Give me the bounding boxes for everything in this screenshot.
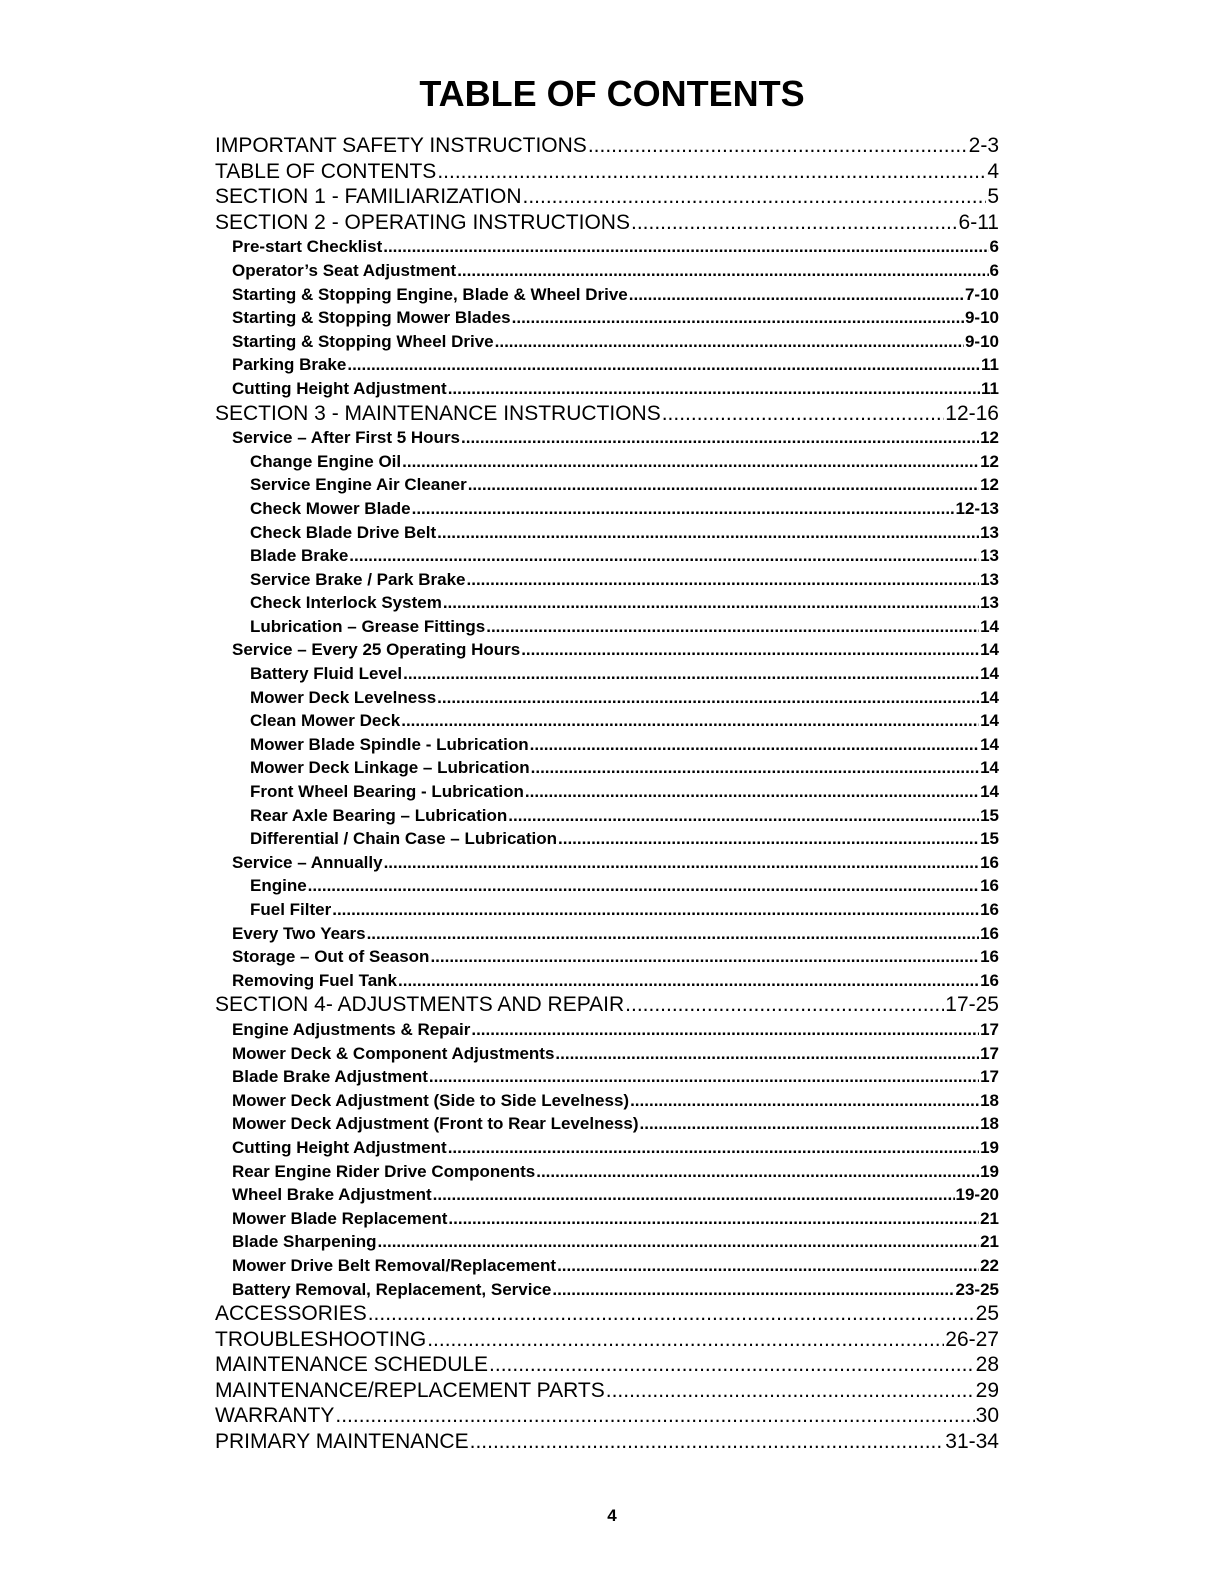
toc-entry-page: 14 bbox=[980, 687, 999, 707]
toc-entry-page: 2-3 bbox=[968, 134, 999, 157]
toc-entry-label: Service Brake / Park Brake bbox=[250, 569, 466, 589]
toc-entry-label: Mower Blade Spindle - Lubrication bbox=[250, 734, 529, 754]
table-of-contents bbox=[215, 133, 999, 1455]
toc-subentry bbox=[215, 591, 999, 615]
toc-entry-label: Battery Fluid Level bbox=[250, 664, 403, 684]
dot-leader bbox=[629, 283, 964, 307]
toc-subentry bbox=[215, 1160, 999, 1184]
toc-entry-page: 13 bbox=[980, 522, 999, 542]
toc-entry-page: 4 bbox=[987, 159, 999, 183]
toc-entry-label: Mower Deck Linkage – Lubrication bbox=[250, 758, 530, 778]
dot-leader bbox=[495, 330, 964, 354]
dot-leader bbox=[429, 1065, 979, 1089]
toc-entry-page: 26-27 bbox=[945, 1327, 999, 1351]
toc-subentry bbox=[215, 804, 999, 828]
toc-entry-label: Fuel Filter bbox=[250, 900, 332, 919]
toc-entry-page: 12 bbox=[980, 475, 999, 495]
toc-subentry bbox=[215, 780, 999, 804]
toc-entry-page: 12-13 bbox=[955, 498, 999, 518]
toc-entry-label: Service Engine Air Cleaner bbox=[250, 475, 467, 495]
toc-subentry bbox=[215, 568, 999, 592]
dot-leader bbox=[558, 827, 979, 851]
dot-leader bbox=[383, 235, 988, 259]
toc-entry-label: Storage – Out of Season bbox=[232, 947, 430, 967]
dot-leader bbox=[606, 1378, 975, 1404]
toc-entry-page: 12-16 bbox=[945, 401, 999, 425]
dot-leader bbox=[662, 401, 945, 427]
dot-leader bbox=[433, 1183, 955, 1207]
toc-entry-page: 17-25 bbox=[945, 993, 999, 1017]
dot-leader bbox=[486, 615, 979, 639]
toc-subentry bbox=[215, 306, 999, 330]
toc-entry-page: 16 bbox=[980, 852, 999, 872]
toc-entry-page: 21 bbox=[980, 1208, 999, 1228]
toc-subentry bbox=[215, 1112, 999, 1136]
toc-entry-label: Mower Deck Adjustment (Side to Side Levelness) bbox=[232, 1090, 630, 1110]
dot-leader bbox=[384, 851, 980, 875]
toc-entry-label: PRIMARY MAINTENANCE bbox=[215, 1430, 469, 1454]
toc-entry-page: 29 bbox=[975, 1378, 999, 1402]
toc-subentry bbox=[215, 1278, 999, 1302]
dot-leader bbox=[471, 1018, 979, 1042]
toc-entry-label: TABLE OF CONTENTS bbox=[215, 159, 437, 183]
toc-entry-label: Starting & Stopping Mower Blades bbox=[232, 308, 511, 328]
toc-subentry bbox=[215, 969, 999, 993]
toc-entry-label: MAINTENANCE/REPLACEMENT PARTS bbox=[215, 1378, 605, 1402]
dot-leader bbox=[368, 1301, 975, 1327]
dot-leader bbox=[398, 969, 979, 993]
toc-entry-page: 19-20 bbox=[955, 1185, 999, 1205]
toc-entry-page: 14 bbox=[980, 616, 999, 636]
toc-subentry bbox=[215, 733, 999, 757]
toc-entry-label: WARRANTY bbox=[215, 1404, 335, 1428]
toc-entry-label: Check Mower Blade bbox=[250, 498, 411, 518]
toc-entry-page: 13 bbox=[980, 546, 999, 566]
toc-entry-label: Blade Brake bbox=[250, 546, 349, 566]
toc-entry-page: 18 bbox=[980, 1114, 999, 1134]
dot-leader bbox=[555, 1042, 979, 1066]
toc-entry-page: 17 bbox=[980, 1067, 999, 1087]
toc-subentry bbox=[215, 615, 999, 639]
toc-entry-page: 28 bbox=[975, 1353, 999, 1377]
toc-entry-label: Mower Drive Belt Removal/Replacement bbox=[232, 1255, 557, 1275]
dot-leader bbox=[349, 544, 979, 568]
dot-leader bbox=[430, 945, 979, 969]
toc-entry-label: Battery Removal, Replacement, Service bbox=[232, 1279, 552, 1299]
dot-leader bbox=[461, 426, 979, 450]
toc-entry-page: 21 bbox=[980, 1232, 999, 1252]
toc-section-entry bbox=[215, 133, 999, 159]
toc-entry-page: 23-25 bbox=[955, 1279, 999, 1299]
toc-entry-page: 18 bbox=[980, 1090, 999, 1110]
toc-entry-label: Every Two Years bbox=[232, 923, 366, 943]
toc-entry-page: 19 bbox=[980, 1137, 999, 1157]
dot-leader bbox=[640, 1112, 980, 1136]
toc-entry-label: Service – After First 5 Hours bbox=[232, 428, 461, 448]
toc-entry-page: 6-11 bbox=[958, 210, 999, 234]
dot-leader bbox=[508, 804, 979, 828]
dot-leader bbox=[403, 662, 979, 686]
toc-entry-label: Mower Deck & Component Adjustments bbox=[232, 1043, 555, 1063]
toc-subentry bbox=[215, 1254, 999, 1278]
toc-entry-page: 11 bbox=[981, 355, 999, 375]
toc-entry-page: 14 bbox=[980, 758, 999, 778]
dot-leader bbox=[631, 210, 958, 236]
toc-entry-label: Pre-start Checklist bbox=[232, 237, 383, 257]
toc-entry-label: Front Wheel Bearing - Lubrication bbox=[250, 782, 524, 802]
toc-subentry bbox=[215, 426, 999, 450]
toc-subentry bbox=[215, 1018, 999, 1042]
dot-leader bbox=[308, 874, 979, 898]
toc-entry-label: Parking Brake bbox=[232, 355, 347, 375]
toc-entry-page: 25 bbox=[975, 1302, 999, 1326]
toc-entry-page: 30 bbox=[975, 1404, 999, 1428]
dot-leader bbox=[335, 1403, 974, 1429]
toc-entry-page: 7-10 bbox=[964, 284, 999, 304]
toc-entry-label: Starting & Stopping Engine, Blade & Wheel Drive bbox=[232, 284, 628, 304]
toc-entry-label: ACCESSORIES bbox=[215, 1302, 367, 1326]
toc-section-entry bbox=[215, 1403, 999, 1429]
toc-section-entry bbox=[215, 401, 999, 427]
toc-section-entry bbox=[215, 1327, 999, 1353]
toc-entry-label: Cutting Height Adjustment bbox=[232, 378, 447, 398]
toc-entry-label: Service – Annually bbox=[232, 852, 383, 872]
dot-leader bbox=[625, 992, 944, 1018]
toc-section-entry bbox=[215, 159, 999, 185]
toc-entry-label: IMPORTANT SAFETY INSTRUCTIONS bbox=[215, 134, 587, 157]
toc-entry-page: 16 bbox=[980, 947, 999, 967]
dot-leader bbox=[402, 450, 979, 474]
toc-entry-label: TROUBLESHOOTING bbox=[215, 1327, 427, 1351]
dot-leader bbox=[588, 133, 968, 159]
toc-entry-label: Operator’s Seat Adjustment bbox=[232, 260, 457, 280]
toc-entry-page: 6 bbox=[989, 237, 999, 257]
toc-section-entry bbox=[215, 1301, 999, 1327]
dot-leader bbox=[448, 377, 980, 401]
toc-subentry bbox=[215, 450, 999, 474]
toc-entry-label: Removing Fuel Tank bbox=[232, 970, 397, 990]
toc-entry-page: 17 bbox=[980, 1019, 999, 1039]
toc-entry-page: 15 bbox=[980, 805, 999, 825]
dot-leader bbox=[427, 1327, 944, 1353]
toc-entry-page: 16 bbox=[980, 876, 999, 896]
dot-leader bbox=[530, 733, 979, 757]
toc-subentry bbox=[215, 898, 999, 922]
toc-entry-label: SECTION 2 - OPERATING INSTRUCTIONS bbox=[215, 210, 630, 234]
toc-entry-label: Differential / Chain Case – Lubrication bbox=[250, 829, 558, 849]
toc-subentry bbox=[215, 1042, 999, 1066]
toc-entry-page: 9-10 bbox=[964, 331, 999, 351]
dot-leader bbox=[347, 353, 980, 377]
toc-entry-page: 19 bbox=[980, 1161, 999, 1181]
toc-entry-page: 11 bbox=[981, 378, 999, 398]
toc-entry-page: 16 bbox=[980, 923, 999, 943]
toc-section-entry bbox=[215, 1352, 999, 1378]
toc-subentry bbox=[215, 662, 999, 686]
toc-subentry bbox=[215, 377, 999, 401]
toc-entry-page: 14 bbox=[980, 734, 999, 754]
toc-entry-page: 16 bbox=[980, 900, 999, 919]
toc-entry-label: SECTION 3 - MAINTENANCE INSTRUCTIONS bbox=[215, 401, 661, 425]
toc-subentry bbox=[215, 686, 999, 710]
dot-leader bbox=[531, 756, 979, 780]
toc-subentry bbox=[215, 544, 999, 568]
toc-entry-page: 14 bbox=[980, 640, 999, 660]
dot-leader bbox=[521, 638, 979, 662]
toc-subentry bbox=[215, 283, 999, 307]
toc-subentry bbox=[215, 473, 999, 497]
toc-entry-page: 17 bbox=[980, 1043, 999, 1063]
toc-entry-page: 6 bbox=[989, 260, 999, 280]
toc-entry-page: 9-10 bbox=[964, 308, 999, 328]
dot-leader bbox=[468, 473, 979, 497]
toc-entry-label: SECTION 1 - FAMILIARIZATION bbox=[215, 185, 522, 209]
toc-subentry bbox=[215, 756, 999, 780]
toc-entry-label: Mower Deck Adjustment (Front to Rear Levelness) bbox=[232, 1114, 639, 1134]
dot-leader bbox=[536, 1160, 979, 1184]
toc-subentry bbox=[215, 827, 999, 851]
toc-subentry bbox=[215, 1230, 999, 1254]
toc-entry-label: Check Blade Drive Belt bbox=[250, 522, 437, 542]
toc-subentry bbox=[215, 709, 999, 733]
dot-leader bbox=[443, 591, 979, 615]
dot-leader bbox=[552, 1278, 954, 1302]
toc-entry-page: 14 bbox=[980, 664, 999, 684]
toc-section-entry bbox=[215, 1378, 999, 1404]
toc-entry-label: Rear Engine Rider Drive Components bbox=[232, 1161, 536, 1181]
toc-entry-label: Engine bbox=[250, 876, 307, 896]
toc-entry-label: Service – Every 25 Operating Hours bbox=[232, 640, 521, 660]
dot-leader bbox=[512, 306, 964, 330]
toc-subentry bbox=[215, 259, 999, 283]
dot-leader bbox=[448, 1207, 979, 1231]
toc-entry-label: Lubrication – Grease Fittings bbox=[250, 616, 486, 636]
toc-section-entry bbox=[215, 184, 999, 210]
dot-leader bbox=[437, 521, 979, 545]
dot-leader bbox=[470, 1429, 945, 1455]
toc-entry-label: Check Interlock System bbox=[250, 593, 442, 613]
toc-entry-page: 15 bbox=[980, 829, 999, 849]
toc-subentry bbox=[215, 851, 999, 875]
toc-entry-page: 13 bbox=[980, 569, 999, 589]
toc-entry-label: Mower Deck Levelness bbox=[250, 687, 437, 707]
toc-subentry bbox=[215, 874, 999, 898]
toc-entry-label: Blade Brake Adjustment bbox=[232, 1067, 428, 1087]
toc-entry-label: MAINTENANCE SCHEDULE bbox=[215, 1353, 489, 1377]
toc-entry-label: Blade Sharpening bbox=[232, 1232, 377, 1252]
dot-leader bbox=[489, 1352, 975, 1378]
toc-subentry bbox=[215, 945, 999, 969]
toc-subentry bbox=[215, 1089, 999, 1113]
dot-leader bbox=[525, 780, 979, 804]
toc-subentry bbox=[215, 497, 999, 521]
page-number: 4 bbox=[607, 1506, 617, 1525]
toc-subentry bbox=[215, 638, 999, 662]
dot-leader bbox=[412, 497, 955, 521]
dot-leader bbox=[367, 922, 980, 946]
toc-entry-label: Mower Blade Replacement bbox=[232, 1208, 448, 1228]
toc-entry-label: SECTION 4- ADJUSTMENTS AND REPAIR bbox=[215, 993, 625, 1017]
page-title: TABLE OF CONTENTS bbox=[419, 73, 805, 114]
toc-entry-page: 12 bbox=[980, 428, 999, 448]
toc-section-entry bbox=[215, 992, 999, 1018]
toc-entry-label: Engine Adjustments & Repair bbox=[232, 1019, 471, 1039]
toc-entry-label: Starting & Stopping Wheel Drive bbox=[232, 331, 494, 351]
toc-entry-label: Change Engine Oil bbox=[250, 451, 402, 471]
toc-entry-page: 16 bbox=[980, 970, 999, 990]
toc-subentry bbox=[215, 1065, 999, 1089]
toc-subentry bbox=[215, 353, 999, 377]
toc-subentry bbox=[215, 521, 999, 545]
dot-leader bbox=[401, 709, 979, 733]
toc-entry-label: Rear Axle Bearing – Lubrication bbox=[250, 805, 508, 825]
dot-leader bbox=[557, 1254, 979, 1278]
toc-entry-page: 5 bbox=[987, 185, 999, 209]
toc-subentry bbox=[215, 1136, 999, 1160]
toc-subentry bbox=[215, 922, 999, 946]
toc-entry-page: 14 bbox=[980, 782, 999, 802]
toc-entry-page: 31-34 bbox=[945, 1430, 999, 1454]
toc-subentry bbox=[215, 1207, 999, 1231]
dot-leader bbox=[448, 1136, 979, 1160]
toc-subentry bbox=[215, 235, 999, 259]
dot-leader bbox=[467, 568, 980, 592]
dot-leader bbox=[457, 259, 988, 283]
toc-subentry bbox=[215, 1183, 999, 1207]
toc-subentry bbox=[215, 330, 999, 354]
dot-leader bbox=[437, 159, 986, 185]
toc-entry-page: 12 bbox=[980, 451, 999, 471]
toc-entry-label: Clean Mower Deck bbox=[250, 711, 401, 731]
toc-entry-page: 22 bbox=[980, 1255, 999, 1275]
dot-leader bbox=[437, 686, 979, 710]
toc-entry-label: Wheel Brake Adjustment bbox=[232, 1185, 432, 1205]
toc-entry-page: 14 bbox=[980, 711, 999, 731]
dot-leader bbox=[378, 1230, 980, 1254]
toc-entry-page: 13 bbox=[980, 593, 999, 613]
dot-leader bbox=[332, 898, 979, 922]
toc-section-entry bbox=[215, 1429, 999, 1455]
toc-entry-label: Cutting Height Adjustment bbox=[232, 1137, 447, 1157]
dot-leader bbox=[522, 184, 986, 210]
toc-section-entry bbox=[215, 210, 999, 236]
dot-leader bbox=[630, 1089, 979, 1113]
